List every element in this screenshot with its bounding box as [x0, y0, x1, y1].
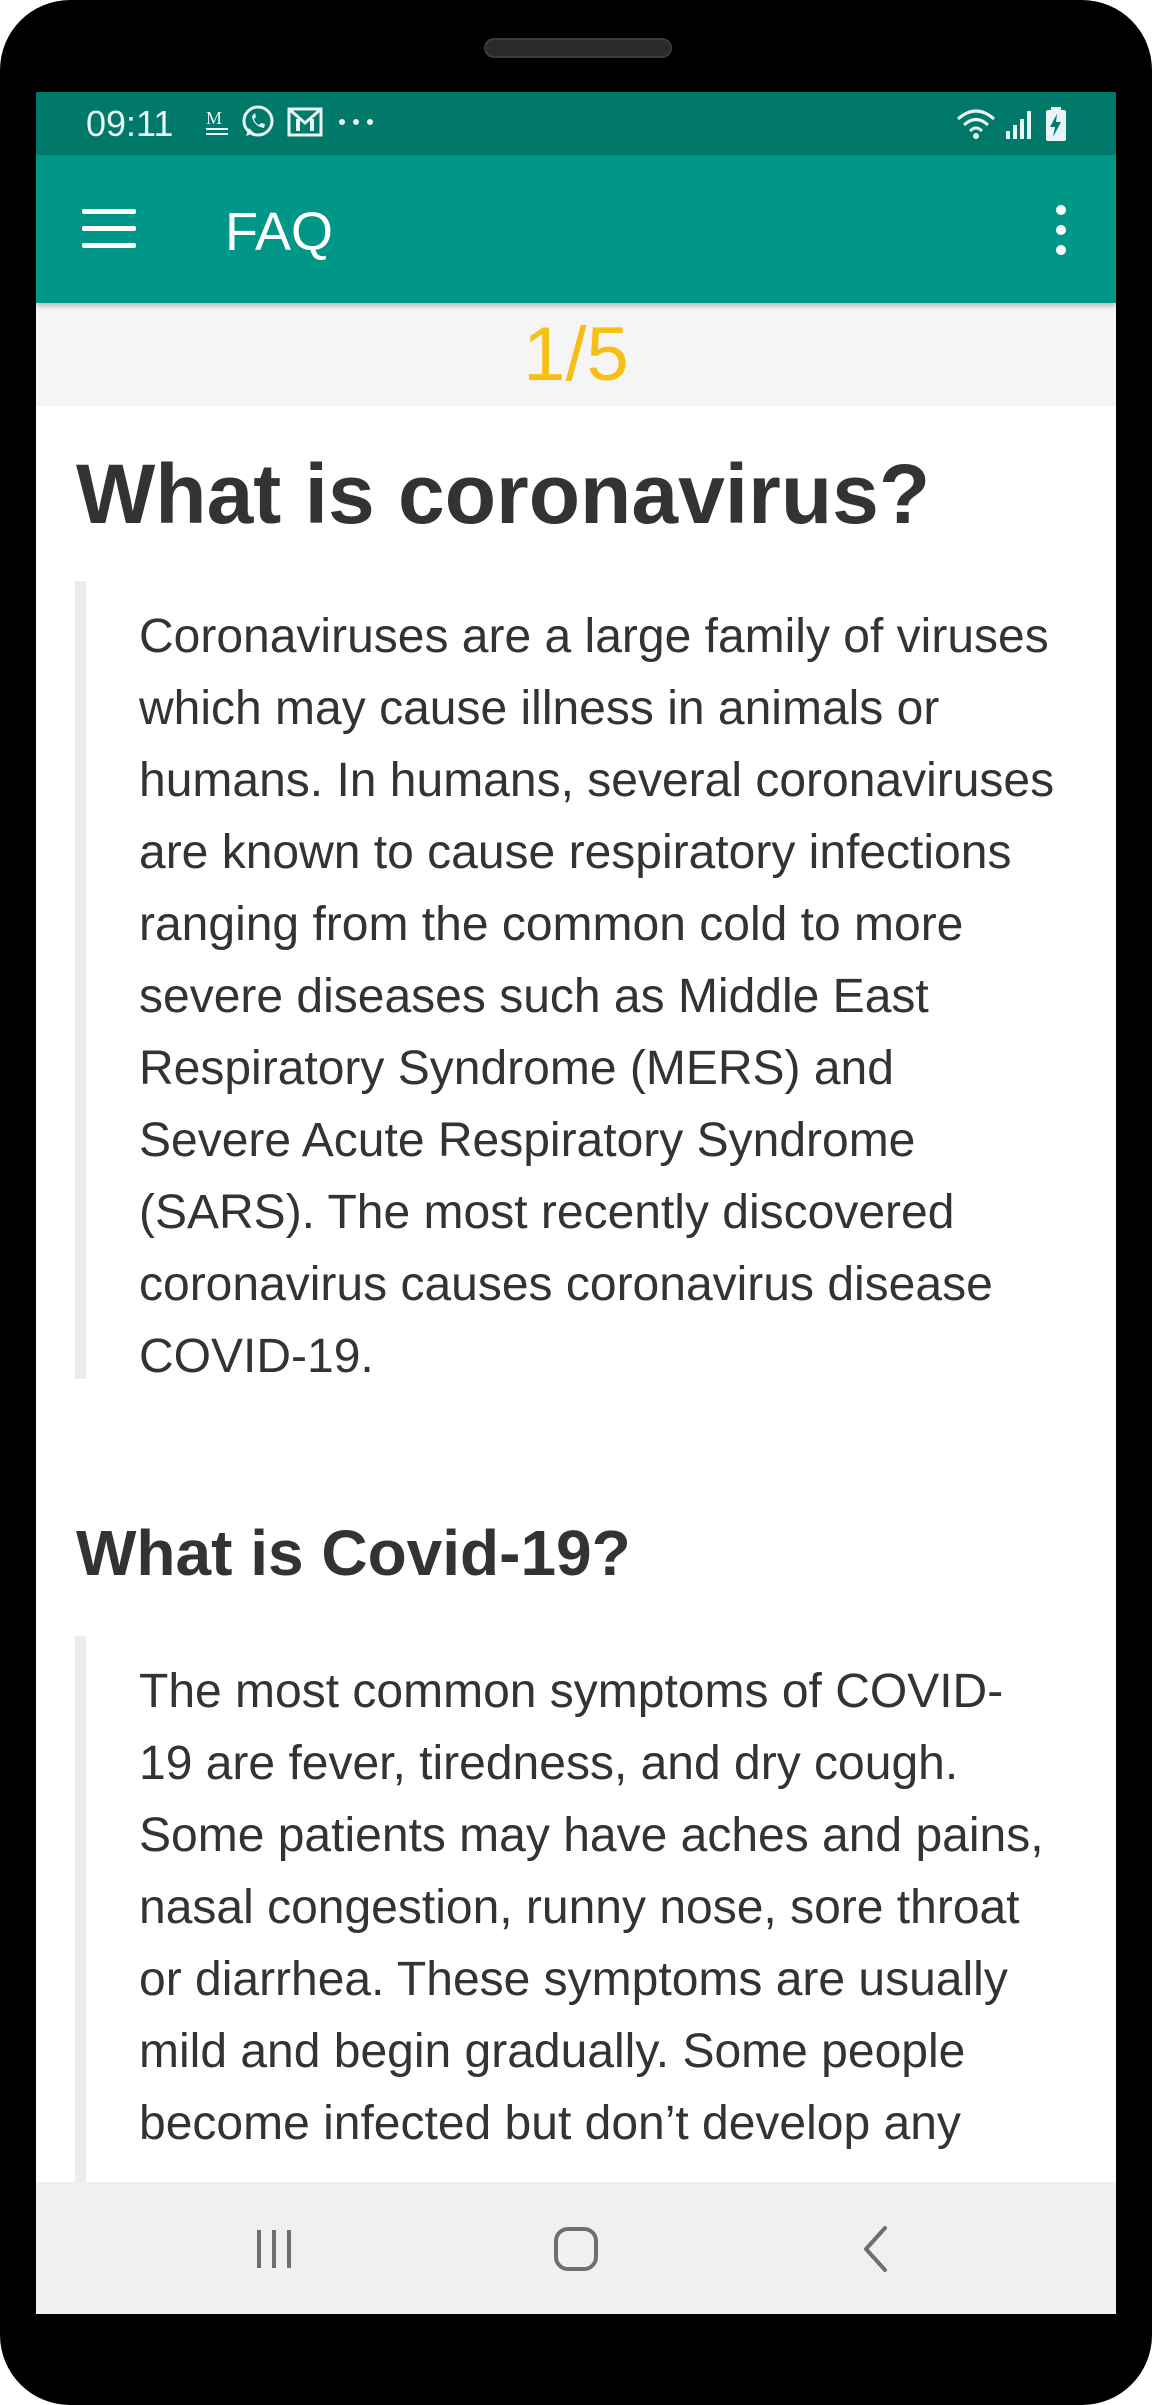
page-indicator-bar: [36, 303, 1116, 406]
app-title: FAQ: [225, 202, 334, 262]
wifi-icon: [956, 107, 996, 146]
mail-icon: [286, 105, 324, 144]
hamburger-menu-icon[interactable]: [82, 207, 136, 251]
svg-text:M: M: [206, 107, 223, 128]
signal-icon: [1004, 107, 1036, 146]
faq-question-2: What is Covid-19?: [76, 1517, 631, 1589]
back-icon[interactable]: [842, 2214, 912, 2284]
faq-answer-1: [75, 581, 1075, 1383]
faq-answer-2: [75, 1636, 1075, 2182]
status-bar: [36, 92, 1116, 155]
gmail-mini-icon: [204, 106, 230, 143]
faq-answer-1-text: Coronaviruses are a large family of viruses which may cause illness in animals or humans. In humans, several coronaviruses are known to cause respiratory infections ranging from the common cold to more severe diseases such as Middle East Respiratory Syndrome (MERS) and Severe Acute Respiratory Syndrome (SARS). The most recently discovered coronavirus causes coronavirus disease COVID-19.: [139, 610, 1055, 1383]
faq-content[interactable]: [36, 406, 1116, 2182]
recents-icon[interactable]: [239, 2214, 309, 2284]
home-icon[interactable]: [541, 2214, 611, 2284]
screen: [36, 92, 1116, 2314]
more-dots-icon: [334, 112, 378, 137]
faq-answer-2-text: The most common symptoms of COVID-19 are fever, tiredness, and dry cough. Some patients may have aches and pains, nasal congestion, runny nose, sore throat or diarrhea. These symptoms are usually mild and begin gradually. Some people become infected but don’t develop any: [139, 1665, 1044, 2150]
app-bar: [36, 155, 1116, 303]
status-right-icons: [956, 106, 1068, 147]
faq-question-1: What is coronavirus?: [76, 447, 931, 541]
battery-charging-icon: [1044, 106, 1068, 147]
system-nav-bar: [36, 2182, 1116, 2314]
notification-icons: [204, 104, 378, 144]
whatsapp-icon: [240, 104, 276, 145]
earpiece-speaker: [484, 38, 672, 58]
page-indicator: 1/5: [523, 312, 629, 397]
status-time: 09:11: [86, 103, 174, 144]
overflow-menu-icon[interactable]: [1046, 205, 1076, 255]
